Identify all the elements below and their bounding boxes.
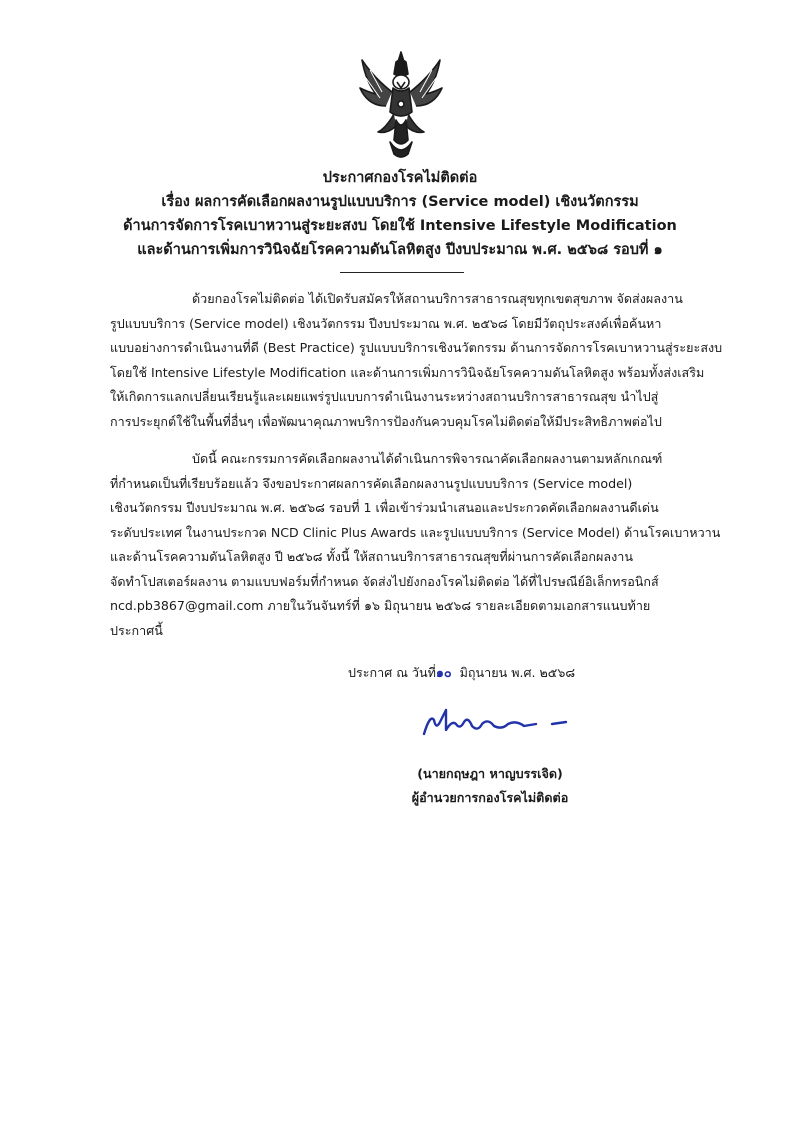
handwritten-signature-icon xyxy=(412,700,588,748)
garuda-emblem-icon xyxy=(356,48,446,160)
paragraph-1-line: โดยใช้ Intensive Lifestyle Modification และด้านการเพิ่มการวินิจฉัยโรคความดันโลหิตสูง พร้อมทั้งส่งเสริม xyxy=(110,364,705,380)
paragraph-1-line: การประยุกต์ใช้ในพื้นที่อื่นๆ เพื่อพัฒนาคุณภาพบริการป้องกันควบคุมโรคไม่ติดต่อให้มีประสิทธิภาพต่อไป xyxy=(110,413,662,429)
paragraph-1-line: ให้เกิดการแลกเปลี่ยนเรียนรู้และเผยแพร่รูปแบบการดำเนินงานระหว่างสถานบริการสาธารณสุข นำไปสู่ xyxy=(110,389,659,404)
title-divider xyxy=(340,272,464,273)
title-line: ประกาศกองโรคไม่ติดต่อ xyxy=(322,170,478,186)
date-suffix: มิถุนายน พ.ศ. ๒๕๖๘ xyxy=(459,665,576,680)
announcement-date xyxy=(348,662,575,684)
paragraph-2-line: เชิงนวัตกรรม ปีงบประมาณ พ.ศ. ๒๕๖๘ รอบที่ 1 เพื่อเข้าร่วมนำเสนอและประกวดคัดเลือกผลงานดีเด่น xyxy=(110,500,659,515)
paragraph-2-line: จัดทำโปสเตอร์ผลงาน ตามแบบฟอร์มที่กำหนด จัดส่งไปยังกองโรคไม่ติดต่อ ได้ที่ไปรษณีย์อิเล็กทรอนิกส์ xyxy=(110,573,659,589)
paragraph-1-line: รูปแบบบริการ (Service model) เชิงนวัตกรรม ปีงบประมาณ พ.ศ. ๒๕๖๘ โดยมีวัตถุประสงค์เพื่อค้นหา xyxy=(110,315,662,331)
signer-title: ผู้อำนวยการกองโรคไม่ติดต่อ xyxy=(411,790,569,805)
announcement-body xyxy=(110,287,724,643)
paragraph-1-line: ด้วยกองโรคไม่ติดต่อ ได้เปิดรับสมัครให้สถานบริการสาธารณสุขทุกเขตสุขภาพ จัดส่งผลงาน xyxy=(192,291,683,306)
announcement-title-block xyxy=(100,166,700,262)
paragraph-2-line: ที่กำหนดเป็นที่เรียบร้อยแล้ว จึงขอประกาศผลการคัดเลือกผลงานรูปแบบบริการ (Service model) xyxy=(110,475,633,491)
signer-name: (นายกฤษฎา หาญบรรเจิด) xyxy=(417,766,563,781)
date-prefix: ประกาศ ณ วันที่ xyxy=(348,665,436,680)
date-day-handwritten: ๑๐ xyxy=(435,665,452,680)
paragraph-2-line: และด้านโรคความดันโลหิตสูง ปี ๒๕๖๘ ทั้งนี้ ให้สถานบริการสาธารณสุขที่ผ่านการคัดเลือกผลงาน xyxy=(110,549,633,564)
paragraph-2-line: ระดับประเทศ ในงานประกวด NCD Clinic Plus Awards และรูปแบบบริการ (Service Model) ด้านโรคเบาหวาน xyxy=(110,524,721,540)
paragraph-spacer xyxy=(110,434,724,447)
paragraph-1-line: แบบอย่างการดำเนินงานที่ดี (Best Practice) รูปแบบบริการเชิงนวัตกรรม ด้านการจัดการโรคเบาหวานสู่ระยะสงบ xyxy=(110,340,723,355)
paragraph-2-line: บัดนี้ คณะกรรมการคัดเลือกผลงานได้ดำเนินการพิจารณาคัดเลือกผลงานตามหลักเกณฑ์ xyxy=(192,451,663,466)
title-line: และด้านการเพิ่มการวินิจฉัยโรคความดันโลหิตสูง ปีงบประมาณ พ.ศ. ๒๕๖๘ รอบที่ ๑ xyxy=(137,242,663,258)
title-line: เรื่อง ผลการคัดเลือกผลงานรูปแบบบริการ (Service model) เชิงนวัตกรรม xyxy=(161,194,639,210)
paragraph-2-line: ประกาศนี้ xyxy=(110,622,163,638)
title-line: ด้านการจัดการโรคเบาหวานสู่ระยะสงบ โดยใช้ Intensive Lifestyle Modification xyxy=(123,218,677,234)
paragraph-2-line: ncd.pb3867@gmail.com ภายในวันจันทร์ที่ ๑๖ มิถุนายน ๒๕๖๘ รายละเอียดตามเอกสารแนบท้าย xyxy=(110,598,651,613)
